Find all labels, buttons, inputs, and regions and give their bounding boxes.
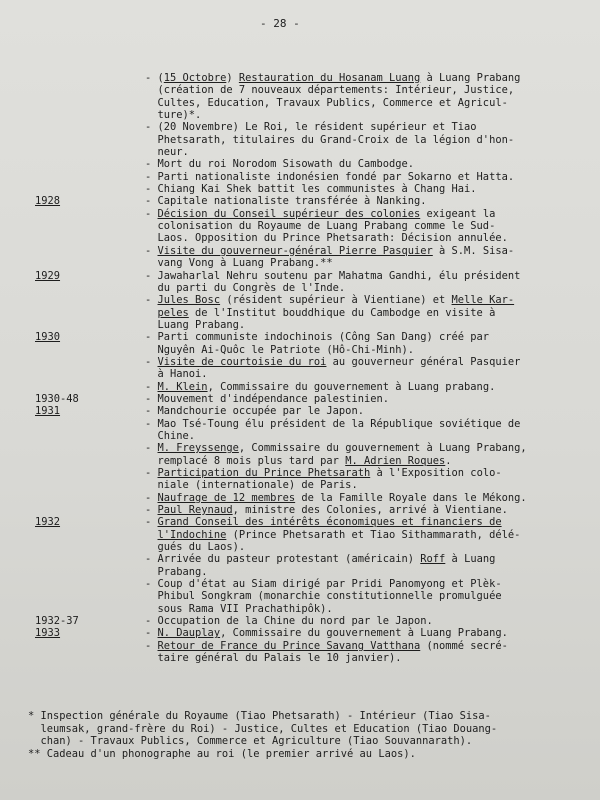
chronology-row bbox=[0, 467, 600, 479]
footnote-line: leumsak, grand-frère du Roi) - Justice, Cultes et Education (Tiao Douang- bbox=[28, 722, 498, 735]
text-segment: Cultes, Education, Travaux Publics, Commerce et Agricul- bbox=[145, 96, 508, 109]
chronology-row bbox=[0, 208, 600, 220]
chronology-row bbox=[0, 516, 600, 528]
chronology-row bbox=[0, 652, 600, 664]
chronology-row bbox=[0, 294, 600, 306]
chronology-row bbox=[0, 72, 600, 84]
underlined-text: peles bbox=[157, 306, 189, 319]
chronology-row bbox=[0, 307, 600, 319]
text-segment: - bbox=[145, 627, 158, 640]
chronology-row bbox=[0, 232, 600, 244]
text-segment: - bbox=[145, 491, 158, 504]
text-segment: , ministre des Colonies, arrivé à Vientiane. bbox=[232, 504, 508, 517]
entry-text bbox=[145, 220, 495, 232]
year-label: 1930-48 bbox=[35, 392, 79, 405]
chronology-row bbox=[0, 171, 600, 183]
text-segment: - bbox=[145, 207, 158, 220]
entry-text bbox=[145, 479, 358, 491]
text-segment: - Coup d'état au Siam dirigé par Pridi Panomyong et Plèk- bbox=[145, 578, 502, 591]
entry-text bbox=[145, 319, 245, 331]
entry-text bbox=[145, 245, 514, 257]
entry-text bbox=[145, 381, 495, 393]
text-segment: de l'Institut bouddhique du Cambodge en visite à bbox=[188, 306, 496, 319]
chronology-row bbox=[0, 109, 600, 121]
text-segment: à S.M. Sisa- bbox=[432, 244, 515, 257]
text-segment bbox=[145, 529, 158, 541]
entry-text bbox=[145, 566, 208, 578]
chronology-row bbox=[0, 121, 600, 133]
chronology-row bbox=[0, 529, 600, 541]
text-segment: sous Rama VII Prachathipôk). bbox=[145, 602, 333, 615]
chronology-row bbox=[0, 97, 600, 109]
entry-text bbox=[145, 615, 433, 627]
underlined-text: Décision du Conseil supérieur des colonies bbox=[157, 207, 421, 220]
text-segment: - Mandchourie occupée par le Japon. bbox=[145, 405, 364, 418]
entry-text bbox=[145, 541, 245, 553]
text-segment: Phibul Songkram (monarchie constitutionnelle promulguée bbox=[145, 590, 502, 603]
year-label: 1928 bbox=[35, 195, 61, 208]
text-segment: Chine. bbox=[145, 429, 196, 442]
text-segment: - bbox=[145, 504, 158, 517]
text-segment: , Commissaire du gouvernement à Luang Prabang. bbox=[220, 627, 508, 640]
page-number: - 28 - bbox=[260, 17, 300, 30]
footnote-line: chan) - Travaux Publics, Commerce et Agriculture (Tiao Souvannarath). bbox=[28, 735, 473, 747]
text-segment: , Commissaire du gouvernement à Luang prabang. bbox=[207, 380, 496, 393]
year-label: 1929 bbox=[35, 269, 61, 282]
entry-text bbox=[145, 590, 502, 602]
entry-text bbox=[145, 455, 452, 467]
text-segment: - Capitale nationaliste transférée à Nanking. bbox=[145, 195, 427, 208]
chronology-row bbox=[0, 455, 600, 467]
text-segment: de la Famille Royale dans le Mékong. bbox=[295, 491, 527, 504]
text-segment: à l'Exposition colo- bbox=[370, 467, 502, 479]
underlined-text: Roff bbox=[420, 553, 446, 566]
text-segment: - bbox=[145, 294, 158, 307]
text-segment: Luang Prabang. bbox=[145, 318, 246, 331]
chronology-row bbox=[0, 615, 600, 627]
year-label: 1932 bbox=[35, 516, 61, 529]
text-segment: . bbox=[445, 454, 452, 467]
chronology-row bbox=[0, 504, 600, 516]
underlined-text: M. Adrien Roques bbox=[345, 454, 446, 467]
year-label: 1931 bbox=[35, 405, 61, 418]
text-segment: - Parti nationaliste indonésien fondé par Sokarno et Hatta. bbox=[145, 170, 515, 183]
entry-text bbox=[145, 553, 495, 565]
underlined-text: l'Indochine bbox=[157, 528, 227, 541]
chronology-row bbox=[0, 158, 600, 170]
underlined-text: Melle Kar- bbox=[451, 294, 515, 307]
entry-text bbox=[145, 171, 514, 183]
entry-text bbox=[145, 121, 477, 133]
footnotes bbox=[28, 710, 497, 760]
chronology-row bbox=[0, 270, 600, 282]
underlined-text: Visite du gouverneur-général Pierre Pasquier bbox=[157, 244, 433, 257]
entry-text bbox=[145, 97, 508, 109]
text-segment: neur. bbox=[145, 146, 189, 159]
text-segment: (résident supérieur à Vientiane) et bbox=[220, 294, 452, 307]
chronology-row bbox=[0, 245, 600, 257]
underlined-text: N. Dauplay bbox=[157, 627, 221, 640]
chronology-row bbox=[0, 578, 600, 590]
underlined-text: M. Freyssenge bbox=[157, 442, 239, 455]
text-segment: - bbox=[145, 639, 158, 652]
chronology-row bbox=[0, 220, 600, 232]
text-segment: (Prince Phetsarath et Tiao Sithammarath, délé- bbox=[226, 528, 521, 541]
text-segment: - bbox=[145, 442, 158, 455]
text-segment: - Parti communiste indochinois (Công San Dang) créé par bbox=[145, 331, 490, 344]
underlined-text: Paul Reynaud bbox=[157, 504, 233, 517]
chronology-row bbox=[0, 84, 600, 96]
text-segment: ture)*. bbox=[145, 109, 202, 122]
entry-text bbox=[145, 84, 514, 96]
chronology-row bbox=[0, 492, 600, 504]
year-label: 1932-37 bbox=[35, 615, 79, 628]
text-segment: - Jawaharlal Nehru soutenu par Mahatma Gandhi, élu président bbox=[145, 269, 521, 282]
underlined-text: Jules Bosc bbox=[157, 294, 221, 307]
chronology-entries bbox=[0, 72, 600, 665]
text-segment: - Mouvement d'indépendance palestinien. bbox=[145, 392, 389, 405]
text-segment: au gouverneur général Pasquier bbox=[326, 355, 521, 368]
chronology-row bbox=[0, 566, 600, 578]
underlined-text: Retour de France du Prince Savang Vatthana bbox=[157, 639, 421, 652]
entry-text bbox=[145, 578, 502, 590]
chronology-row bbox=[0, 627, 600, 639]
text-segment: - Arrivée du pasteur protestant (américain) bbox=[145, 553, 421, 566]
text-segment: vang Vong à Luang Prabang.** bbox=[145, 257, 333, 270]
entry-text bbox=[145, 393, 389, 405]
underlined-text: Grand Conseil des intérêts économiques et financiers de bbox=[157, 516, 502, 529]
entry-text bbox=[145, 652, 401, 664]
text-segment: - Occupation de la Chine du nord par le Japon. bbox=[145, 615, 433, 628]
entry-text bbox=[145, 183, 477, 195]
entry-text bbox=[145, 109, 201, 121]
entry-text bbox=[145, 504, 508, 516]
entry-text bbox=[145, 356, 520, 368]
chronology-row bbox=[0, 195, 600, 207]
entry-text bbox=[145, 627, 508, 639]
chronology-row bbox=[0, 430, 600, 442]
entry-text bbox=[145, 294, 514, 306]
text-segment: ) bbox=[226, 72, 239, 84]
chronology-row bbox=[0, 257, 600, 269]
chronology-row bbox=[0, 442, 600, 454]
chronology-row bbox=[0, 479, 600, 491]
text-segment: (nommé secré- bbox=[420, 639, 508, 652]
entry-text bbox=[145, 331, 489, 343]
chronology-row bbox=[0, 393, 600, 405]
text-segment: (création de 7 nouveaux départements: Intérieur, Justice, bbox=[145, 84, 515, 97]
text-segment: niale (internationale) de Paris. bbox=[145, 479, 358, 492]
entry-text bbox=[145, 467, 502, 479]
chronology-row bbox=[0, 146, 600, 158]
entry-text bbox=[145, 307, 495, 319]
entry-text bbox=[145, 232, 508, 244]
entry-text bbox=[145, 430, 195, 442]
year-label: 1930 bbox=[35, 331, 61, 344]
text-segment bbox=[145, 307, 158, 319]
chronology-row bbox=[0, 183, 600, 195]
footnote-line: * Inspection générale du Royaume (Tiao Phetsarath) - Intérieur (Tiao Sisa- bbox=[28, 710, 491, 722]
text-segment: à Luang Prabang bbox=[420, 72, 521, 84]
chronology-row bbox=[0, 356, 600, 368]
text-segment: Phetsarath, titulaires du Grand-Croix de la légion d'hon- bbox=[145, 133, 515, 146]
text-segment: - bbox=[145, 244, 158, 257]
underlined-text: Participation du Prince Phetsarath bbox=[157, 467, 371, 479]
text-segment: - (20 Novembre) Le Roi, le résident supérieur et Tiao bbox=[145, 121, 477, 134]
text-segment: gués du Laos). bbox=[145, 541, 246, 554]
entry-text bbox=[145, 270, 520, 282]
chronology-row bbox=[0, 368, 600, 380]
underlined-text: M. Klein bbox=[157, 380, 208, 393]
text-segment: à Hanoi. bbox=[145, 368, 208, 381]
text-segment: du parti du Congrès de l'Inde. bbox=[145, 281, 346, 294]
entry-text bbox=[145, 195, 427, 207]
text-segment: - Mao Tsé-Toung élu président de la République soviétique de bbox=[145, 417, 521, 430]
chronology-row bbox=[0, 418, 600, 430]
text-segment: remplacé 8 mois plus tard par bbox=[145, 454, 346, 467]
text-segment: - Mort du roi Norodom Sisowath du Cambodge. bbox=[145, 158, 414, 171]
entry-text bbox=[145, 134, 514, 146]
entry-text bbox=[145, 368, 208, 380]
text-segment: exigeant la bbox=[420, 207, 496, 220]
entry-text bbox=[145, 146, 189, 158]
chronology-row bbox=[0, 381, 600, 393]
entry-text bbox=[145, 405, 364, 417]
entry-text bbox=[145, 442, 527, 454]
text-segment: colonisation du Royaume de Luang Prabang comme le Sud- bbox=[145, 220, 496, 233]
underlined-text: Naufrage de 12 membres bbox=[157, 491, 296, 504]
chronology-row bbox=[0, 590, 600, 602]
text-segment: , Commissaire du gouvernement à Luang Prabang, bbox=[238, 442, 527, 455]
chronology-row bbox=[0, 640, 600, 652]
chronology-row bbox=[0, 134, 600, 146]
chronology-row bbox=[0, 541, 600, 553]
text-segment: Nguyên Ai-Quôc le Patriote (Hô-Chi-Minh). bbox=[145, 343, 414, 356]
text-segment: Laos. Opposition du Prince Phetsarath: Décision annulée. bbox=[145, 232, 508, 245]
underlined-text: Visite de courtoisie du roi bbox=[157, 355, 327, 368]
underlined-text: 15 Octobre bbox=[163, 72, 227, 84]
text-segment: - ( bbox=[145, 72, 164, 84]
text-segment: - Chiang Kai Shek battit les communistes à Chang Hai. bbox=[145, 183, 477, 196]
entry-text bbox=[145, 492, 527, 504]
entry-text bbox=[145, 282, 345, 294]
underlined-text: Restauration du Hosanam Luang bbox=[238, 72, 421, 84]
text-segment: - bbox=[145, 516, 158, 529]
entry-text bbox=[145, 529, 520, 541]
text-segment: - bbox=[145, 467, 158, 479]
text-segment: Prabang. bbox=[145, 565, 208, 578]
chronology-row bbox=[0, 331, 600, 343]
chronology-row bbox=[0, 319, 600, 331]
entry-text bbox=[145, 257, 333, 269]
entry-text bbox=[145, 516, 502, 528]
text-segment: taire général du Palais le 10 janvier). bbox=[145, 652, 402, 665]
chronology-row bbox=[0, 553, 600, 565]
chronology-row bbox=[0, 405, 600, 417]
entry-text bbox=[145, 603, 333, 615]
chronology-row bbox=[0, 603, 600, 615]
entry-text bbox=[145, 158, 414, 170]
text-segment: - bbox=[145, 355, 158, 368]
footnote-line: ** Cadeau d'un phonographe au roi (le premier arrivé au Laos). bbox=[28, 747, 416, 760]
entry-text bbox=[145, 208, 495, 220]
chronology-row bbox=[0, 344, 600, 356]
chronology-row bbox=[0, 282, 600, 294]
entry-text bbox=[145, 640, 508, 652]
entry-text bbox=[145, 72, 520, 84]
text-segment: à Luang bbox=[445, 553, 496, 566]
year-label: 1933 bbox=[35, 627, 61, 640]
entry-text bbox=[145, 418, 520, 430]
text-segment: - bbox=[145, 380, 158, 393]
entry-text bbox=[145, 344, 414, 356]
